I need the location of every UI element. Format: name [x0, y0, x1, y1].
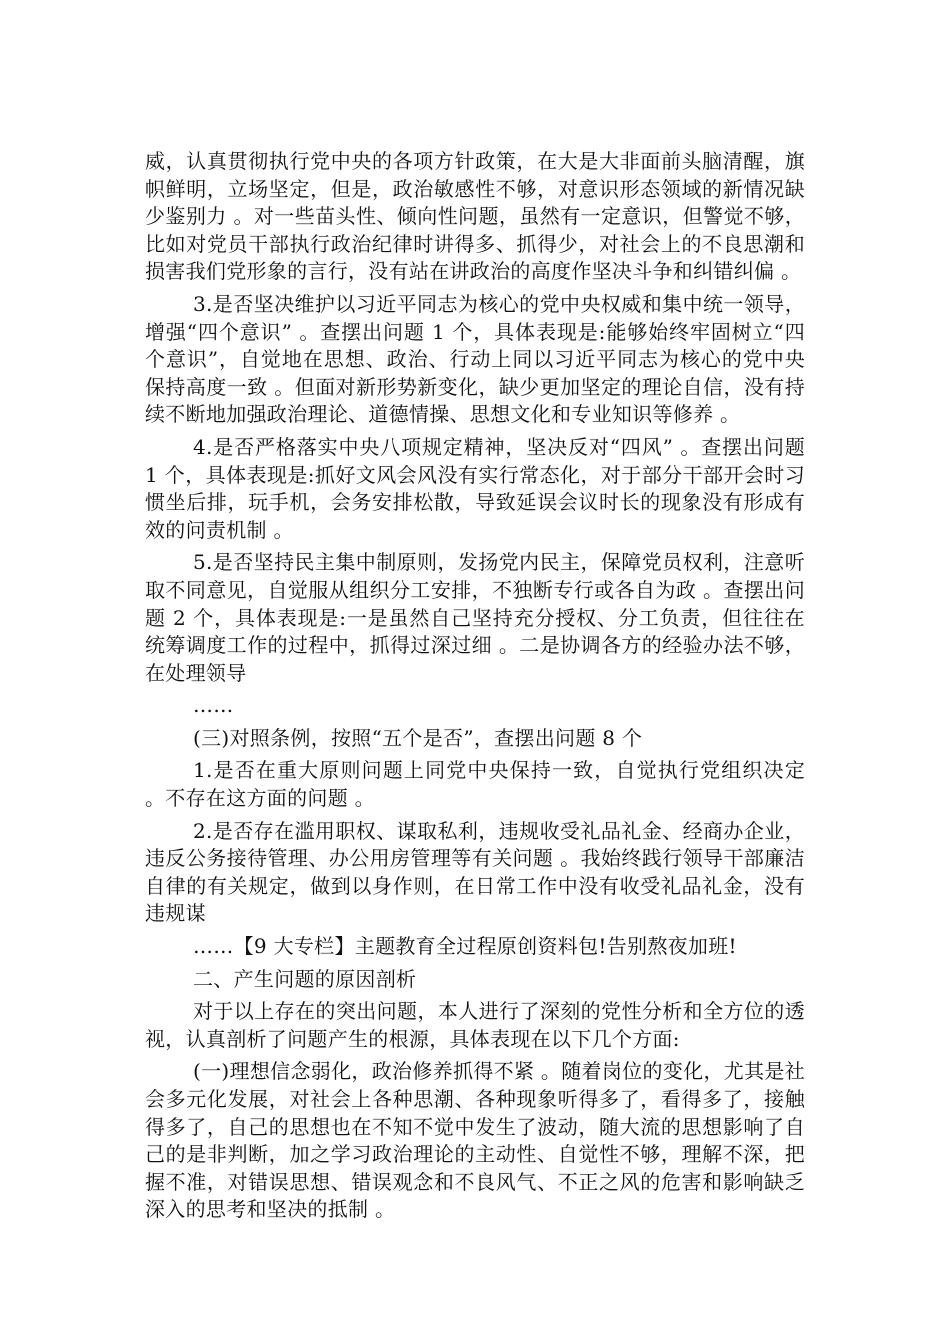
section-heading-causes: 二、产生问题的原因剖析	[193, 966, 417, 991]
document-page	[145, 148, 805, 1229]
ellipsis-line: ……	[193, 693, 234, 718]
paragraph-item-3: 3.是否坚决维护以习近平同志为核心的党中央权威和集中统一领导，增强“四个意识” 。查摆出问题 1 个，具体表现是:能够始终牢固树立“四个意识”，自觉地在思想、政治、行动上同以习近平同志为核心的党中央保持高度一致 。但面对新形势新变化，缺少更加坚定的理论自信，没有持续不断地加强政治理论、道德情操、思想文化和专业知识等修养 。	[145, 291, 805, 427]
paragraph-section3-item-1: 1.是否在重大原则问题上同党中央保持一致，自觉执行党组织决定 。不存在这方面的问题 。	[145, 758, 805, 811]
section-heading-3: (三)对照条例，按照“五个是否”，查摆出问题 8 个	[193, 725, 643, 750]
paragraph-causes-intro: 对于以上存在的突出问题，本人进行了深刻的党性分析和全方位的透视，认真剖析了问题产生的根源，具体表现在以下几个方面:	[145, 999, 805, 1051]
paragraph-continuation: 威，认真贯彻执行党中央的各项方针政策，在大是大非面前头脑清醒，旗帜鲜明，立场坚定，但是，政治敏感性不够，对意识形态领域的新情况缺少鉴别力 。对一些苗头性、倾向性问题，虽然有一定意识，但警觉不够，比如对党员干部执行政治纪律时讲得多、抓得少，对社会上的不良思潮和损害我们党形象的言行，没有站在讲政治的高度作坚决斗争和纠错纠偏 。	[145, 149, 805, 284]
paragraph-item-5: 5.是否坚持民主集中制原则，发扬党内民主，保障党员权利，注意听取不同意见，自觉服从组织分工安排，不独断专行或各自为政 。查摆出问题 2 个，具体表现是:一是虽然自己坚持充分授权、分工负责，但往往在统筹调度工作的过程中，抓得过深过细 。二是协调各方的经验办法不够，在处理领导	[145, 550, 805, 685]
paragraph-cause-1: (一)理想信念弱化，政治修养抓得不紧 。随着岗位的变化，尤其是社会多元化发展，对社会上各种思潮、各种现象听得多了，看得多了，接触得多了，自己的思想也在不知不觉中发生了波动，随大流的思想影响了自己的是非判断，加之学习政治理论的主动性、自觉性不够，理解不深，把握不准，对错误思想、错误观念和不良风气、不正之风的危害和影响缺乏深入的思考和坚决的抵制 。	[145, 1059, 805, 1222]
promo-line: ……【9 大专栏】主题教育全过程原创资料包!告别熬夜加班!	[193, 934, 737, 959]
paragraph-item-4: 4.是否严格落实中央八项规定精神，坚决反对“四风” 。查摆出问题 1 个，具体表现是:抓好文风会风没有实行常态化，对于部分干部开会时习惯坐后排，玩手机，会务安排松散，导致延误会议时长的现象没有形成有效的问责机制 。	[145, 434, 805, 542]
paragraph-section3-item-2: 2.是否存在滥用职权、谋取私利，违规收受礼品礼金、经商办企业，违反公务接待管理、办公用房管理等有关问题 。我始终践行领导干部廉洁自律的有关规定，做到以身作则，在日常工作中没有收受礼品礼金，没有违规谋	[145, 818, 805, 926]
